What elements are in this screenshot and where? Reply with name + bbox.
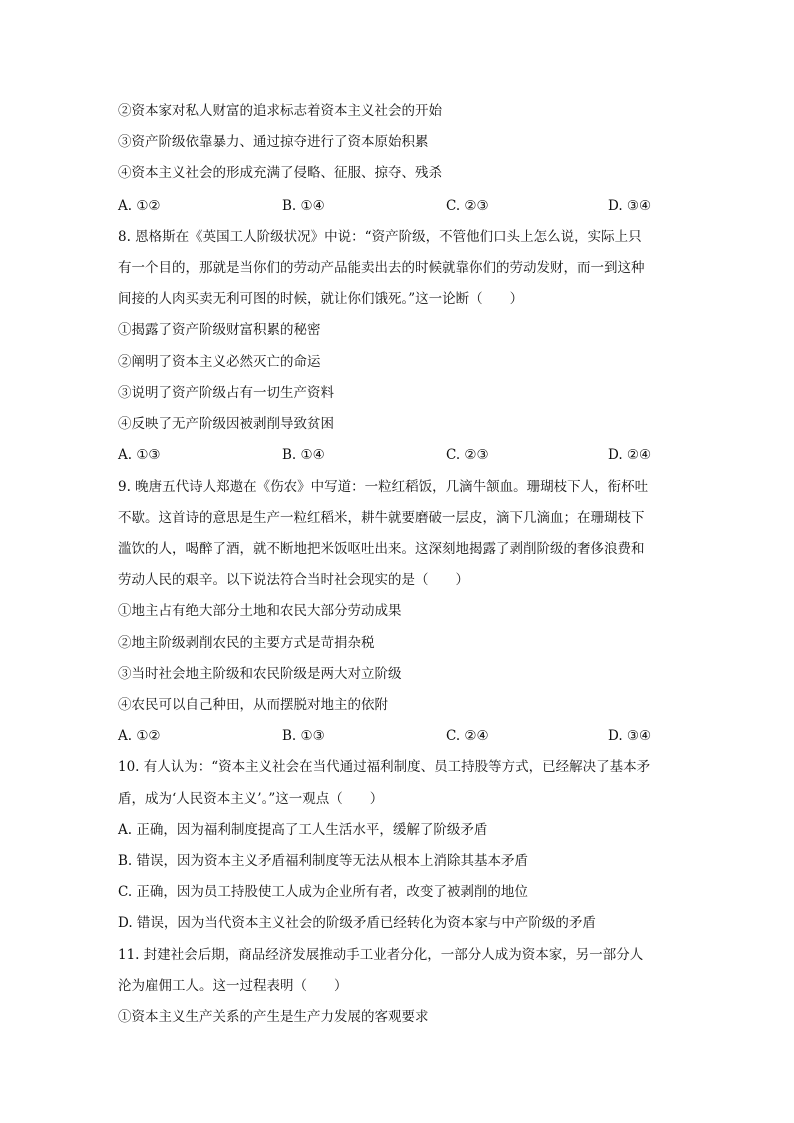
q7-option-b: B. ①④ [282,198,325,214]
q9-option-d: D. ③④ [608,728,652,744]
q11-stem-line-2: 沦为雇佣工人。这一过程表明（ ） [118,978,348,994]
q9-item-2: ②地主阶级剥削农民的主要方式是苛捐杂税 [118,635,375,651]
q7-option-d: D. ③④ [608,198,652,214]
q8-option-b: B. ①④ [282,447,325,463]
q9-stem-line-4: 劳动人民的艰辛。以下说法符合当时社会现实的是（ ） [118,572,469,588]
q9-option-a: A. ①② [118,728,161,744]
q9-item-3: ③当时社会地主阶级和农民阶级是两大对立阶级 [118,666,402,682]
q7-item-4: ④资本主义社会的形成充满了侵略、征服、掠夺、残杀 [118,165,442,181]
q8-option-d: D. ②④ [608,447,652,463]
q11-item-1: ①资本主义生产关系的产生是生产力发展的客观要求 [118,1009,429,1025]
q8-item-3: ③说明了资产阶级占有一切生产资料 [118,385,334,401]
q8-stem-line-1: 8. 恩格斯在《英国工人阶级状况》中说：“资产阶级，不管他们口头上怎么说，实际上只 [118,229,642,245]
q9-item-1: ①地主占有绝大部分土地和农民大部分劳动成果 [118,603,402,619]
q9-stem-line-2: 不歇。这首诗的意思是生产一粒红稻米，耕牛就要磨破一层皮，滴下几滴血；在珊瑚枝下 [118,510,645,526]
q11-stem-line-1: 11. 封建社会后期，商品经济发展推动手工业者分化，一部分人成为资本家，另一部分人 [118,947,644,963]
q8-stem-line-3: 间接的人肉买卖无利可图的时候，就让你们饿死。”这一论断（ ） [118,291,524,307]
q8-stem-line-2: 有一个目的，那就是当你们的劳动产品能卖出去的时候就靠你们的劳动发财，而一到这种 [118,260,645,276]
q10-stem-line-2: 盾，成为‘人民资本主义’。”这一观点（ ） [118,791,384,807]
q8-option-a: A. ①③ [118,447,161,463]
q9-item-4: ④农民可以自己种田，从而摆脱对地主的依附 [118,697,388,713]
q7-item-2: ②资本家对私人财富的追求标志着资本主义社会的开始 [118,103,442,119]
q9-stem-line-1: 9. 晚唐五代诗人郑遨在《伤农》中写道：一粒红稻饭，几滴牛颔血。珊瑚枝下人，衔杯吐 [118,479,649,495]
q7-item-3: ③资产阶级依靠暴力、通过掠夺进行了资本原始积累 [118,134,429,150]
q9-option-b: B. ①③ [282,728,325,744]
q10-option-a: A. 正确，因为福利制度提高了工人生活水平，缓解了阶级矛盾 [118,822,488,838]
q10-option-d: D. 错误，因为当代资本主义社会的阶级矛盾已经转化为资本家与中产阶级的矛盾 [118,915,596,931]
q10-option-b: B. 错误，因为资本主义矛盾福利制度等无法从根本上消除其基本矛盾 [118,853,529,869]
q8-item-1: ①揭露了资产阶级财富积累的秘密 [118,322,321,338]
q7-option-a: A. ①② [118,198,161,214]
q10-stem-line-1: 10. 有人认为：“资本主义社会在当代通过福利制度、员工持股等方式，已经解决了基本矛 [118,759,651,775]
q9-stem-line-3: 滥饮的人，喝醉了酒，就不断地把米饭呕吐出来。这深刻地揭露了剥削阶级的奢侈浪费和 [118,541,645,557]
q7-option-c: C. ②③ [446,198,489,214]
q8-option-c: C. ②③ [446,447,489,463]
q8-item-2: ②阐明了资本主义必然灭亡的命运 [118,354,321,370]
q9-option-c: C. ②④ [446,728,489,744]
q8-item-4: ④反映了无产阶级因被剥削导致贫困 [118,416,334,432]
q10-option-c: C. 正确，因为员工持股使工人成为企业所有者，改变了被剥削的地位 [118,884,528,900]
